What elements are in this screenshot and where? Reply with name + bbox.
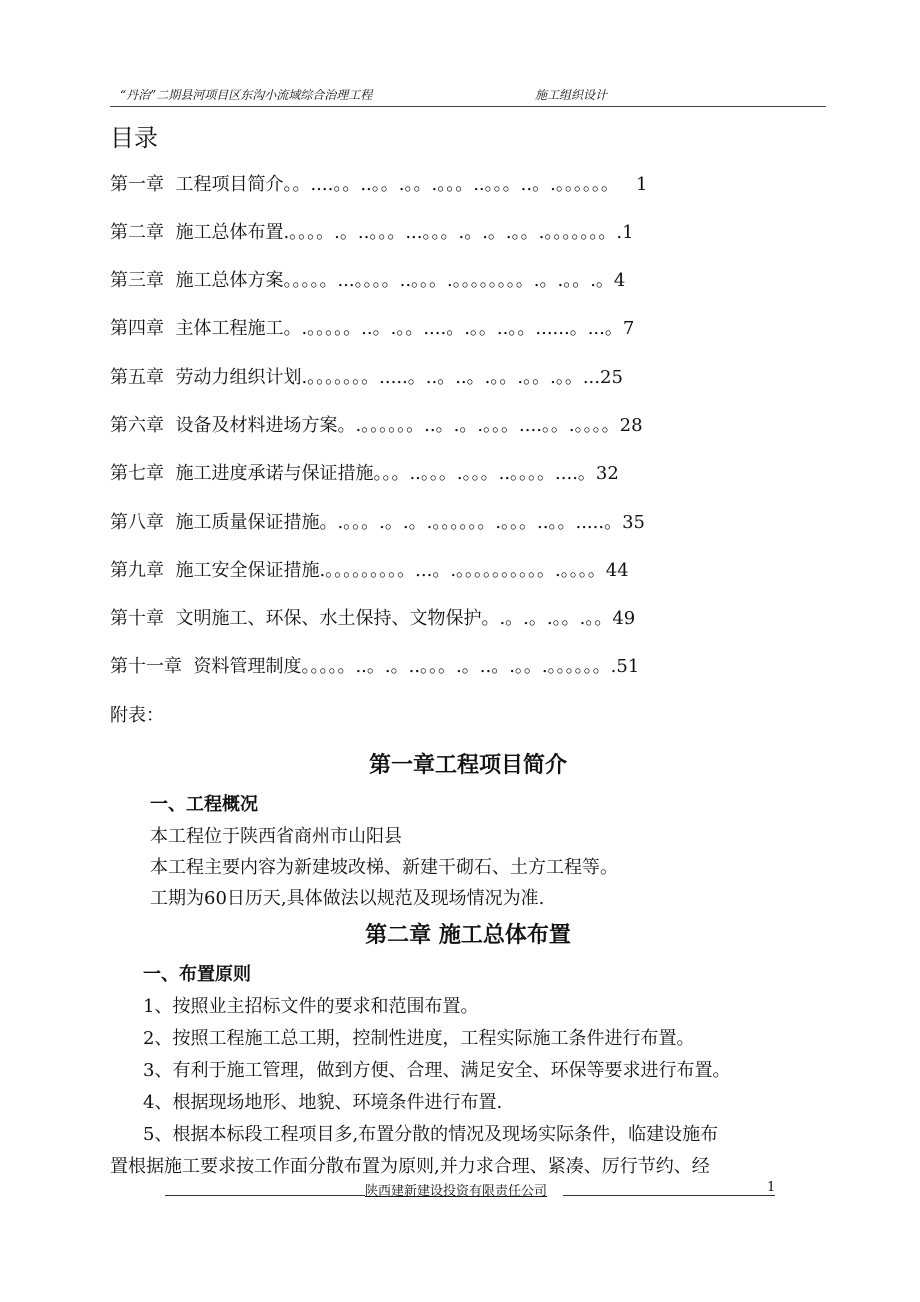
chapter1-line-1: 本工程位于陕西省商州市山阳县 (150, 826, 402, 847)
chapter2-line-5: 5、根据本标段工程项目多,布置分散的情况及现场实际条件，临建设施布 (143, 1124, 719, 1145)
chapter2-line-1: 1、按照业主招标文件的要求和范围布置。 (143, 996, 479, 1017)
page-footer (165, 1180, 776, 1199)
toc-item-1[interactable]: 第一章 工程项目简介。。....。。..。。.。。.。。。..。。。..。.。。。。。。 1 (110, 174, 648, 195)
chapter2-line-4: 4、根据现场地形、地貌、环境条件进行布置. (143, 1092, 503, 1113)
chapter1-section-heading: 一、工程概况 (150, 794, 258, 815)
toc-item-3[interactable]: 第三章 施工总体方案。。。。。...。。。。..。。。.。。。。。。。。.。.。。.。4 (110, 270, 626, 291)
chapter2-line-3: 3、有利于施工管理，做到方便、合理、满足安全、环保等要求进行布置。 (143, 1060, 731, 1081)
header-project-name: “丹治”二期县河项目区东沟小流域综合治理工程 (120, 88, 373, 102)
toc-item-2[interactable]: 第二章 施工总体布置.。。。。.。..。。。...。。。.。.。.。。.。。。。。。。.1 (110, 222, 634, 243)
footer-rule-right (563, 1195, 775, 1196)
chapter1-line-3: 工期为60日历天,具体做法以规范及现场情况为准. (150, 888, 545, 909)
appendix-label: 附表： (110, 705, 164, 726)
footer-company: 陕西建新建设投资有限责任公司 (365, 1184, 548, 1199)
footer-rule-left (165, 1195, 365, 1196)
footer-page-number: 1 (767, 1180, 776, 1195)
toc-title: 目录 (110, 124, 158, 152)
toc-item-4[interactable]: 第四章 主体工程施工。.。。。。。..。.。。....。.。。..。。......。...。7 (110, 318, 635, 339)
chapter2-line-6: 置根据施工要求按工作面分散布置为原则,并力求合理、紧凑、厉行节约、经 (110, 1156, 710, 1177)
toc-item-8[interactable]: 第八章 施工质量保证措施。.。。。.。.。.。。。。。。.。。。..。。.....。35 (110, 512, 646, 533)
toc-item-9[interactable]: 第九章 施工安全保证措施.。。。。。。。。。...。.。。。。。。。。。。.。。。。44 (110, 560, 629, 581)
page-header (110, 84, 826, 107)
chapter2-section-heading: 一、布置原则 (143, 964, 251, 985)
toc-item-7[interactable]: 第七章 施工进度承诺与保证措施。。。..。。。.。。。..。。。。....。32 (110, 463, 619, 484)
chapter1-title: 第一章工程项目简介 (368, 753, 567, 778)
header-doc-type: 施工组织设计 (535, 88, 608, 102)
chapter1-line-2: 本工程主要内容为新建坡改梯、新建干砌石、土方工程等。 (150, 857, 618, 878)
toc-item-10[interactable]: 第十章 文明施工、环保、水土保持、文物保护。.。.。.。。.。。49 (110, 608, 636, 629)
toc-item-11[interactable]: 第十一章 资料管理制度。。。。。..。.。..。。。.。..。.。。.。。。。。。.51 (110, 656, 640, 677)
toc-item-6[interactable]: 第六章 设备及材料进场方案。.。。。。。。..。.。.。。。....。。.。。。。28 (110, 415, 643, 436)
chapter2-title: 第二章 施工总体布置 (365, 923, 571, 948)
chapter2-line-2: 2、按照工程施工总工期，控制性进度，工程实际施工条件进行布置。 (143, 1028, 695, 1049)
toc-item-5[interactable]: 第五章 劳动力组织计划.。。。。。。。.....。..。..。.。。.。。.。。...25 (110, 367, 623, 388)
